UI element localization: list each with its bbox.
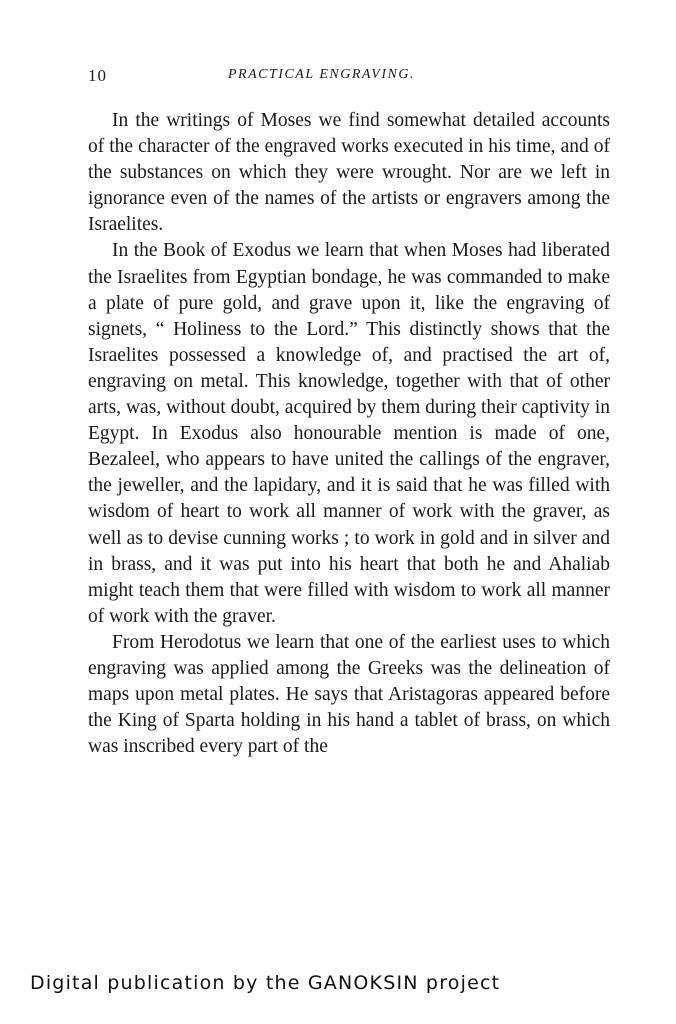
page-header	[88, 66, 612, 86]
paragraph: In the Book of Exodus we learn that when Moses had liberated the Israelites from Egyptian bondage, he was commanded to make a plate of pure gold, and grave upon it, like the engraving of signets, “ Holiness to the Lord.” This distinctly shows that the Israelites possessed a knowledge of, and practised the art of, engraving on metal. This knowledge, together with that of other arts, was, without doubt, acquired by them during their captivity in Egypt. In Exodus also honourable mention is made of one, Bezaleel, who appears to have united the callings of the engraver, the jeweller, and the lapidary, and it is said that he was filled with wisdom of heart to work all manner of work with the graver, as well as to devise cunning works ; to work in gold and in silver and in brass, and it was put into his heart that both he and Ahaliab might teach them that were filled with wisdom to work all manner of work with the graver.	[88, 240, 610, 627]
page-number: 10	[88, 66, 107, 85]
body-text	[88, 108, 610, 760]
publication-credit: Digital publication by the GANOKSIN project	[30, 972, 501, 994]
paragraph: In the writings of Moses we find somewhat detailed accounts of the character of the engraved works executed in his time, and of the substances on which they were wrought. Nor are we left in ignorance even of the names of the artists or engravers among the Israelites.	[88, 110, 610, 236]
paragraph: From Herodotus we learn that one of the earliest uses to which engraving was applied among the Greeks was the delineation of maps upon metal plates. He says that Aristagoras appeared before the King of Sparta holding in his hand a tablet of brass, on which was inscribed every part of the	[88, 631, 610, 758]
running-head: PRACTICAL ENGRAVING.	[228, 67, 415, 82]
